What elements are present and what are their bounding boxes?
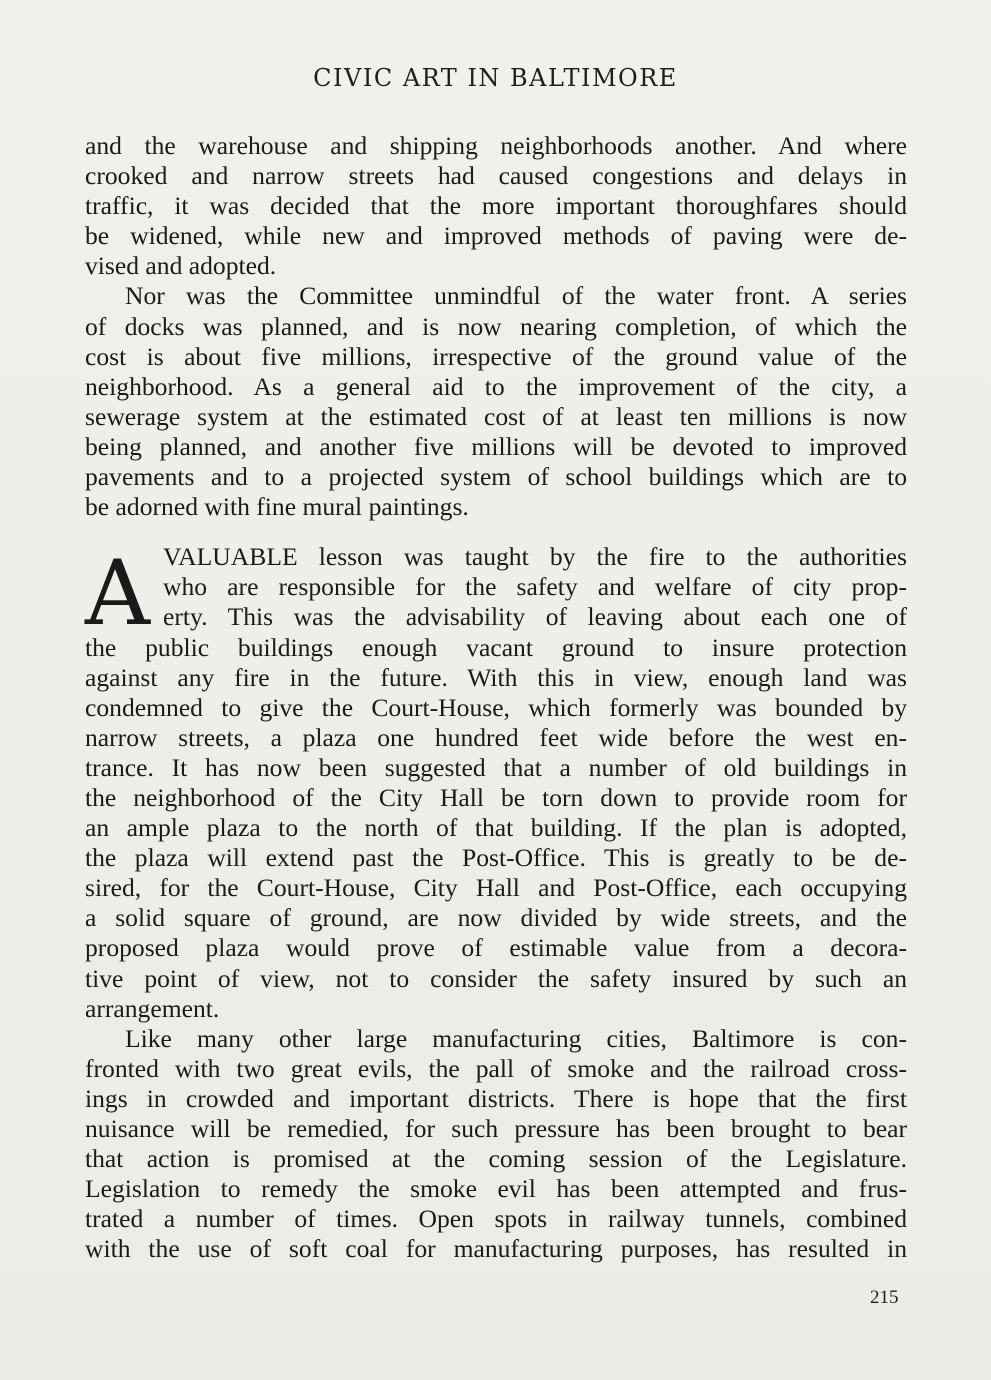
text-line: a solid square of ground, are now divided by wide streets, and the (85, 903, 907, 933)
body-text (85, 131, 907, 1264)
text-line: neighborhood. As a general aid to the improvement of the city, a (85, 371, 907, 401)
text-line: Like many other large manufacturing cities, Baltimore is con- (125, 1023, 907, 1053)
text-line: cost is about five millions, irrespective of the ground value of the (85, 341, 907, 371)
text-line: vised and adopted. (85, 251, 277, 281)
text-line: crooked and narrow streets had caused congestions and delays in (85, 161, 907, 191)
text-line: nuisance will be remedied, for such pressure has been brought to bear (85, 1114, 907, 1143)
text-line: be widened, while new and improved methods of paving were de- (85, 221, 907, 251)
text-line: an ample plaza to the north of that building. If the plan is adopted, (85, 813, 907, 843)
text-line: erty. This was the advisability of leaving about each one of (163, 602, 907, 632)
text-line: tive point of view, not to consider the safety insured by such an (85, 963, 907, 993)
text-line: pavements and to a projected system of school buildings which are to (85, 462, 907, 492)
section-break (85, 522, 907, 542)
text-line: of docks was planned, and is now nearing completion, of which the (85, 311, 907, 341)
text-line: sewerage system at the estimated cost of at least ten millions is now (85, 401, 907, 431)
text-line: ings in crowded and important districts. There is hope that the first (85, 1083, 907, 1113)
text-line: that action is promised at the coming session of the Legislature. (85, 1144, 907, 1174)
text-line: Legislation to remedy the smoke evil has been attempted and frus- (85, 1174, 907, 1204)
text-line: against any fire in the future. With this in view, enough land was (85, 662, 907, 692)
drop-cap: A (85, 541, 150, 646)
text-line: the neighborhood of the City Hall be torn down to provide room for (85, 782, 907, 812)
text-line: VALUABLE lesson was taught by the fire to the authorities (163, 542, 907, 572)
text-line: sired, for the Court-House, City Hall and Post-Office, each occupying (85, 873, 907, 903)
text-line: arrangement. (85, 993, 220, 1023)
text-line: trance. It has now been suggested that a number of old buildings in (85, 752, 907, 782)
text-line: being planned, and another five millions will be devoted to improved (85, 431, 907, 461)
text-line: narrow streets, a plaza one hundred feet wide before the west en- (85, 722, 907, 752)
text-line: proposed plaza would prove of estimable value from a decora- (85, 933, 907, 963)
text-line: fronted with two great evils, the pall of smoke and the railroad cross- (85, 1053, 907, 1083)
text-line: be adorned with fine mural paintings. (85, 492, 469, 522)
text-line: the plaza will extend past the Post-Office. This is greatly to be de- (85, 843, 907, 873)
text-line: the public buildings enough vacant ground to insure protection (85, 632, 907, 662)
text-line: who are responsible for the safety and welfare of city prop- (163, 572, 907, 602)
text-line: condemned to give the Court-House, which formerly was bounded by (85, 692, 907, 722)
page-number: 215 (870, 1287, 899, 1308)
running-head: CIVIC ART IN BALTIMORE (313, 64, 678, 92)
text-line: and the warehouse and shipping neighborhoods another. And where (85, 131, 907, 160)
text-line: with the use of soft coal for manufacturing purposes, has resulted in (85, 1234, 907, 1264)
text-line: trated a number of times. Open spots in railway tunnels, combined (85, 1204, 907, 1234)
text-line: traffic, it was decided that the more important thoroughfares should (85, 191, 907, 221)
text-line: Nor was the Committee unmindful of the water front. A series (125, 281, 907, 311)
